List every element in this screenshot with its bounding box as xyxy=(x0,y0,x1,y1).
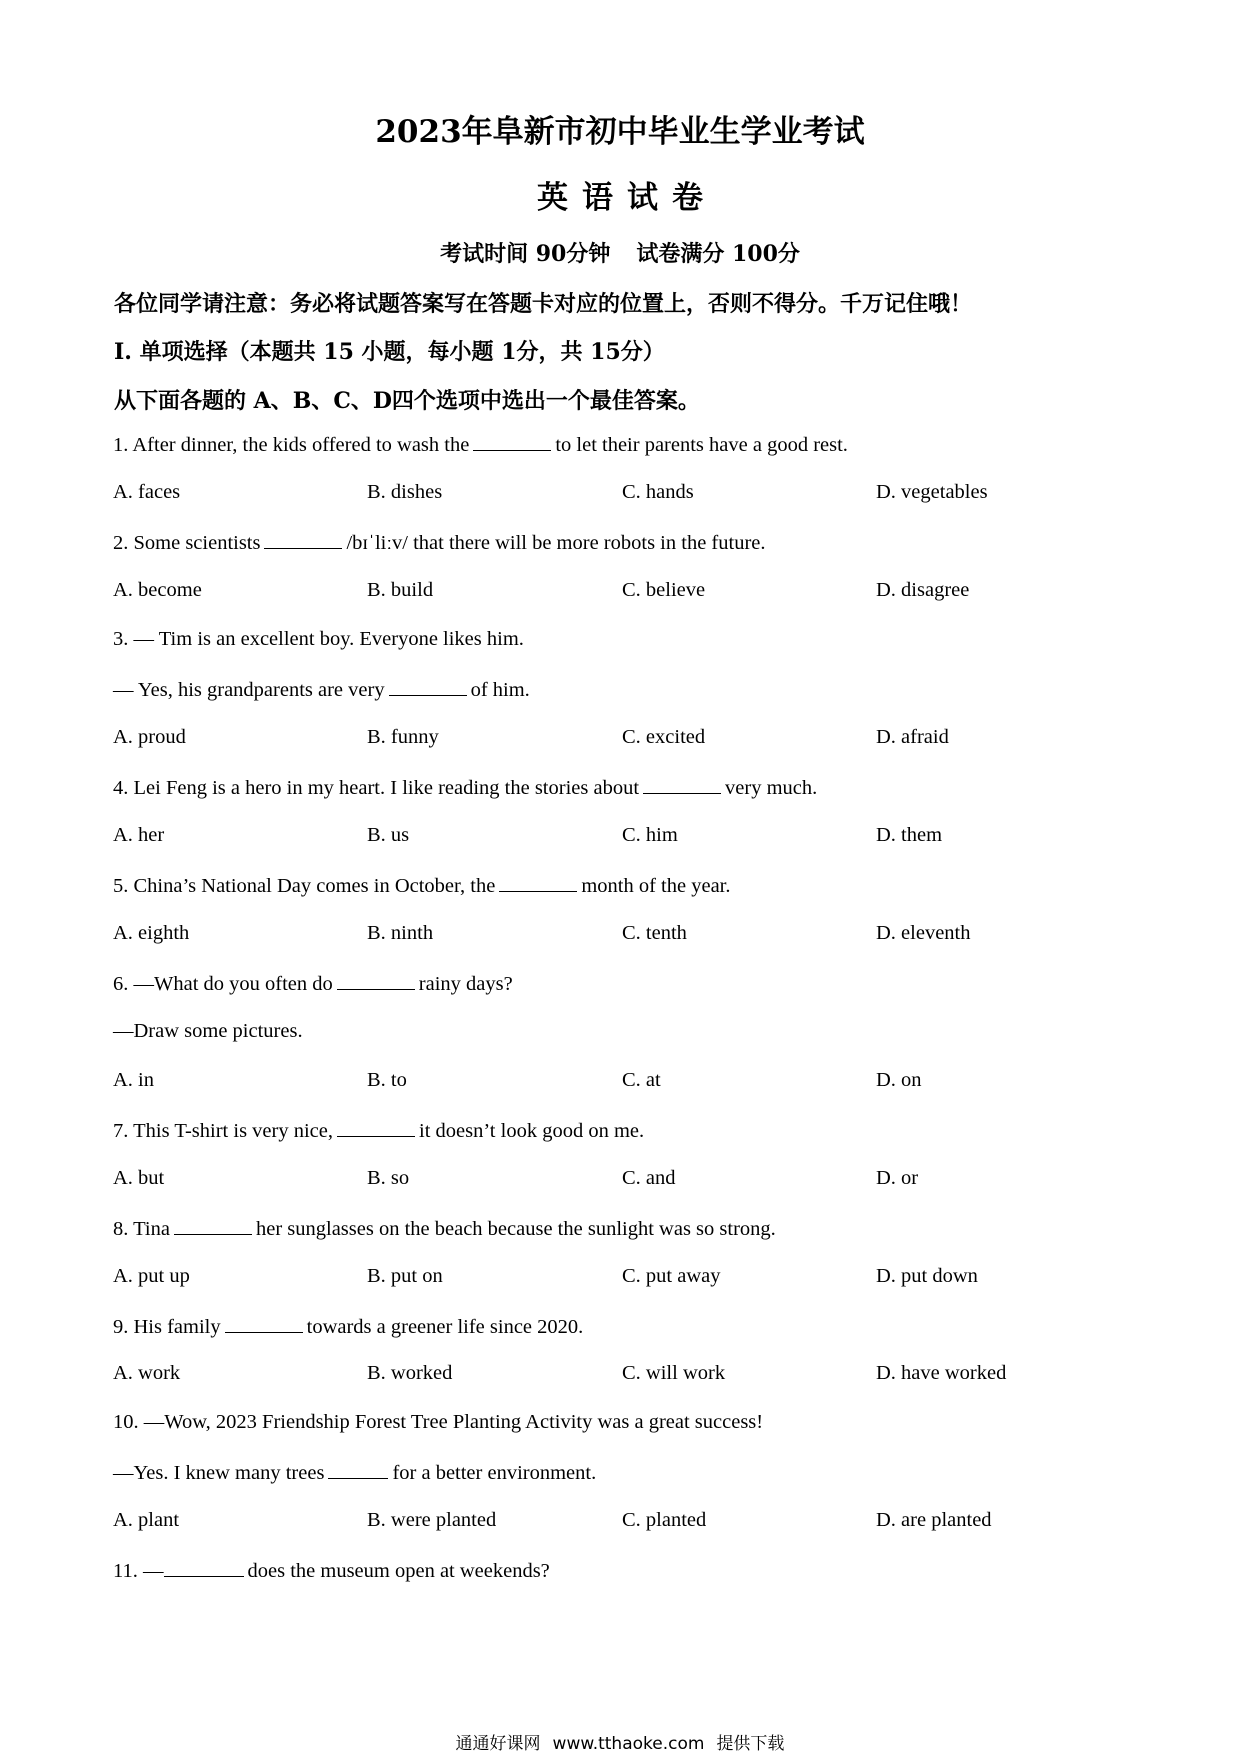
option-d: D. are planted xyxy=(876,1509,992,1531)
footer-url[interactable]: www.tthaoke.com xyxy=(552,1734,705,1754)
footer-site-name: 通通好课网 xyxy=(455,1734,541,1754)
question-text: for a better environment. xyxy=(392,1462,597,1484)
question-text: 7. This T-shirt is very nice, xyxy=(113,1120,333,1142)
question-text: 3. — Tim is an excellent boy. Everyone likes him. xyxy=(113,628,524,650)
question-10-line-2 xyxy=(113,1460,596,1485)
question-text: 9. His family xyxy=(113,1316,221,1338)
option-b: B. funny xyxy=(367,726,439,748)
option-a: A. eighth xyxy=(113,922,190,944)
question-text: — Yes, his grandparents are very xyxy=(113,679,385,701)
answer-blank xyxy=(337,1118,415,1137)
option-d: D. eleventh xyxy=(876,922,971,944)
option-b: B. dishes xyxy=(367,481,443,503)
option-c: C. hands xyxy=(622,481,694,503)
question-10-options xyxy=(0,1509,1240,1535)
answer-blank xyxy=(328,1460,388,1479)
question-text: 1. After dinner, the kids offered to wash the xyxy=(113,434,470,456)
option-d: D. or xyxy=(876,1167,919,1189)
exam-full-score: 试卷满分 100分 xyxy=(636,241,800,267)
question-text: does the museum open at weekends? xyxy=(247,1560,550,1582)
page-footer xyxy=(0,1729,1240,1754)
answer-blank xyxy=(225,1314,303,1333)
option-d: D. disagree xyxy=(876,579,970,601)
option-a: A. in xyxy=(113,1069,154,1091)
question-text: of him. xyxy=(470,679,530,701)
option-d: D. have worked xyxy=(876,1362,1007,1384)
question-text: it doesn’t look good on me. xyxy=(419,1120,645,1142)
question-text: 2. Some scientists xyxy=(113,532,261,554)
question-2-line-1 xyxy=(113,530,766,555)
question-text: 10. —Wow, 2023 Friendship Forest Tree Planting Activity was a great success! xyxy=(113,1411,764,1433)
question-5-options xyxy=(0,922,1240,948)
exam-title: 2023年阜新市初中毕业生学业考试 xyxy=(375,114,865,150)
option-b: B. to xyxy=(367,1069,407,1091)
answer-blank xyxy=(473,432,551,451)
option-c: C. will work xyxy=(622,1362,726,1384)
question-text: —Draw some pictures. xyxy=(113,1020,303,1042)
option-c: C. believe xyxy=(622,579,706,601)
notice-text: 各位同学请注意：务必将试题答案写在答题卡对应的位置上，否则不得分。千万记住哦！ xyxy=(114,291,973,317)
question-text: /bɪˈliːv/ that there will be more robots in the future. xyxy=(346,532,766,554)
option-b: B. worked xyxy=(367,1362,453,1384)
option-a: A. her xyxy=(113,824,165,846)
question-text: —Yes. I knew many trees xyxy=(113,1462,325,1484)
question-text: 5. China’s National Day comes in October, the xyxy=(113,875,496,897)
question-text: 8. Tina xyxy=(113,1218,170,1240)
question-7-options xyxy=(0,1167,1240,1193)
option-d: D. on xyxy=(876,1069,922,1091)
answer-blank xyxy=(389,677,467,696)
question-3-line-1 xyxy=(113,628,524,651)
option-c: C. put away xyxy=(622,1265,721,1287)
option-a: A. put up xyxy=(113,1265,190,1287)
option-c: C. excited xyxy=(622,726,706,748)
option-b: B. were planted xyxy=(367,1509,497,1531)
answer-blank xyxy=(174,1216,252,1235)
question-6-line-2 xyxy=(113,1020,303,1043)
exam-subtitle: 英语试卷 xyxy=(537,180,717,216)
question-text: 11. — xyxy=(113,1560,164,1582)
option-c: C. planted xyxy=(622,1509,707,1531)
option-b: B. so xyxy=(367,1167,410,1189)
answer-blank xyxy=(264,530,342,549)
question-3-options xyxy=(0,726,1240,752)
question-3-line-2 xyxy=(113,677,530,702)
answer-blank xyxy=(164,1558,244,1577)
section-instruction: 从下面各题的 A、B、C、D四个选项中选出一个最佳答案。 xyxy=(114,388,700,414)
question-text: month of the year. xyxy=(581,875,731,897)
question-6-line-1 xyxy=(113,971,513,996)
question-text: 6. —What do you often do xyxy=(113,973,333,995)
question-4-line-1 xyxy=(113,775,817,800)
option-d: D. vegetables xyxy=(876,481,988,503)
option-a: A. plant xyxy=(113,1509,180,1531)
answer-blank xyxy=(337,971,415,990)
question-9-line-1 xyxy=(113,1314,583,1339)
question-8-options xyxy=(0,1265,1240,1291)
question-text: rainy days? xyxy=(418,973,513,995)
question-8-line-1 xyxy=(113,1216,776,1241)
option-c: C. him xyxy=(622,824,678,846)
question-text: 4. Lei Feng is a hero in my heart. I like reading the stories about xyxy=(113,777,640,799)
question-7-line-1 xyxy=(113,1118,644,1143)
question-text: to let their parents have a good rest. xyxy=(555,434,848,456)
answer-blank xyxy=(643,775,721,794)
option-b: B. build xyxy=(367,579,434,601)
question-5-line-1 xyxy=(113,873,730,898)
question-text: very much. xyxy=(725,777,818,799)
question-9-options xyxy=(0,1362,1240,1388)
option-d: D. put down xyxy=(876,1265,978,1287)
option-a: A. proud xyxy=(113,726,186,748)
option-b: B. us xyxy=(367,824,410,846)
answer-blank xyxy=(499,873,577,892)
question-2-options xyxy=(0,579,1240,605)
option-d: D. them xyxy=(876,824,943,846)
footer-tail: 提供下载 xyxy=(716,1734,785,1754)
option-a: A. work xyxy=(113,1362,181,1384)
option-c: C. and xyxy=(622,1167,676,1189)
option-c: C. at xyxy=(622,1069,661,1091)
question-6-options xyxy=(0,1069,1240,1095)
option-a: A. become xyxy=(113,579,202,601)
option-b: B. put on xyxy=(367,1265,443,1287)
question-text: her sunglasses on the beach because the sunlight was so strong. xyxy=(255,1218,776,1240)
question-1-options xyxy=(0,481,1240,507)
question-10-line-1 xyxy=(113,1411,763,1434)
option-a: A. but xyxy=(113,1167,165,1189)
exam-time: 考试时间 90分钟 xyxy=(440,241,611,267)
option-d: D. afraid xyxy=(876,726,949,748)
option-c: C. tenth xyxy=(622,922,687,944)
option-a: A. faces xyxy=(113,481,181,503)
question-4-options xyxy=(0,824,1240,850)
exam-info xyxy=(0,237,1240,268)
question-1-line-1 xyxy=(113,432,848,457)
question-11-line-1 xyxy=(113,1558,550,1583)
question-text: towards a greener life since 2020. xyxy=(306,1316,584,1338)
option-b: B. ninth xyxy=(367,922,434,944)
section-heading: I. 单项选择（本题共 15 小题，每小题 1分，共 15分） xyxy=(114,339,665,365)
